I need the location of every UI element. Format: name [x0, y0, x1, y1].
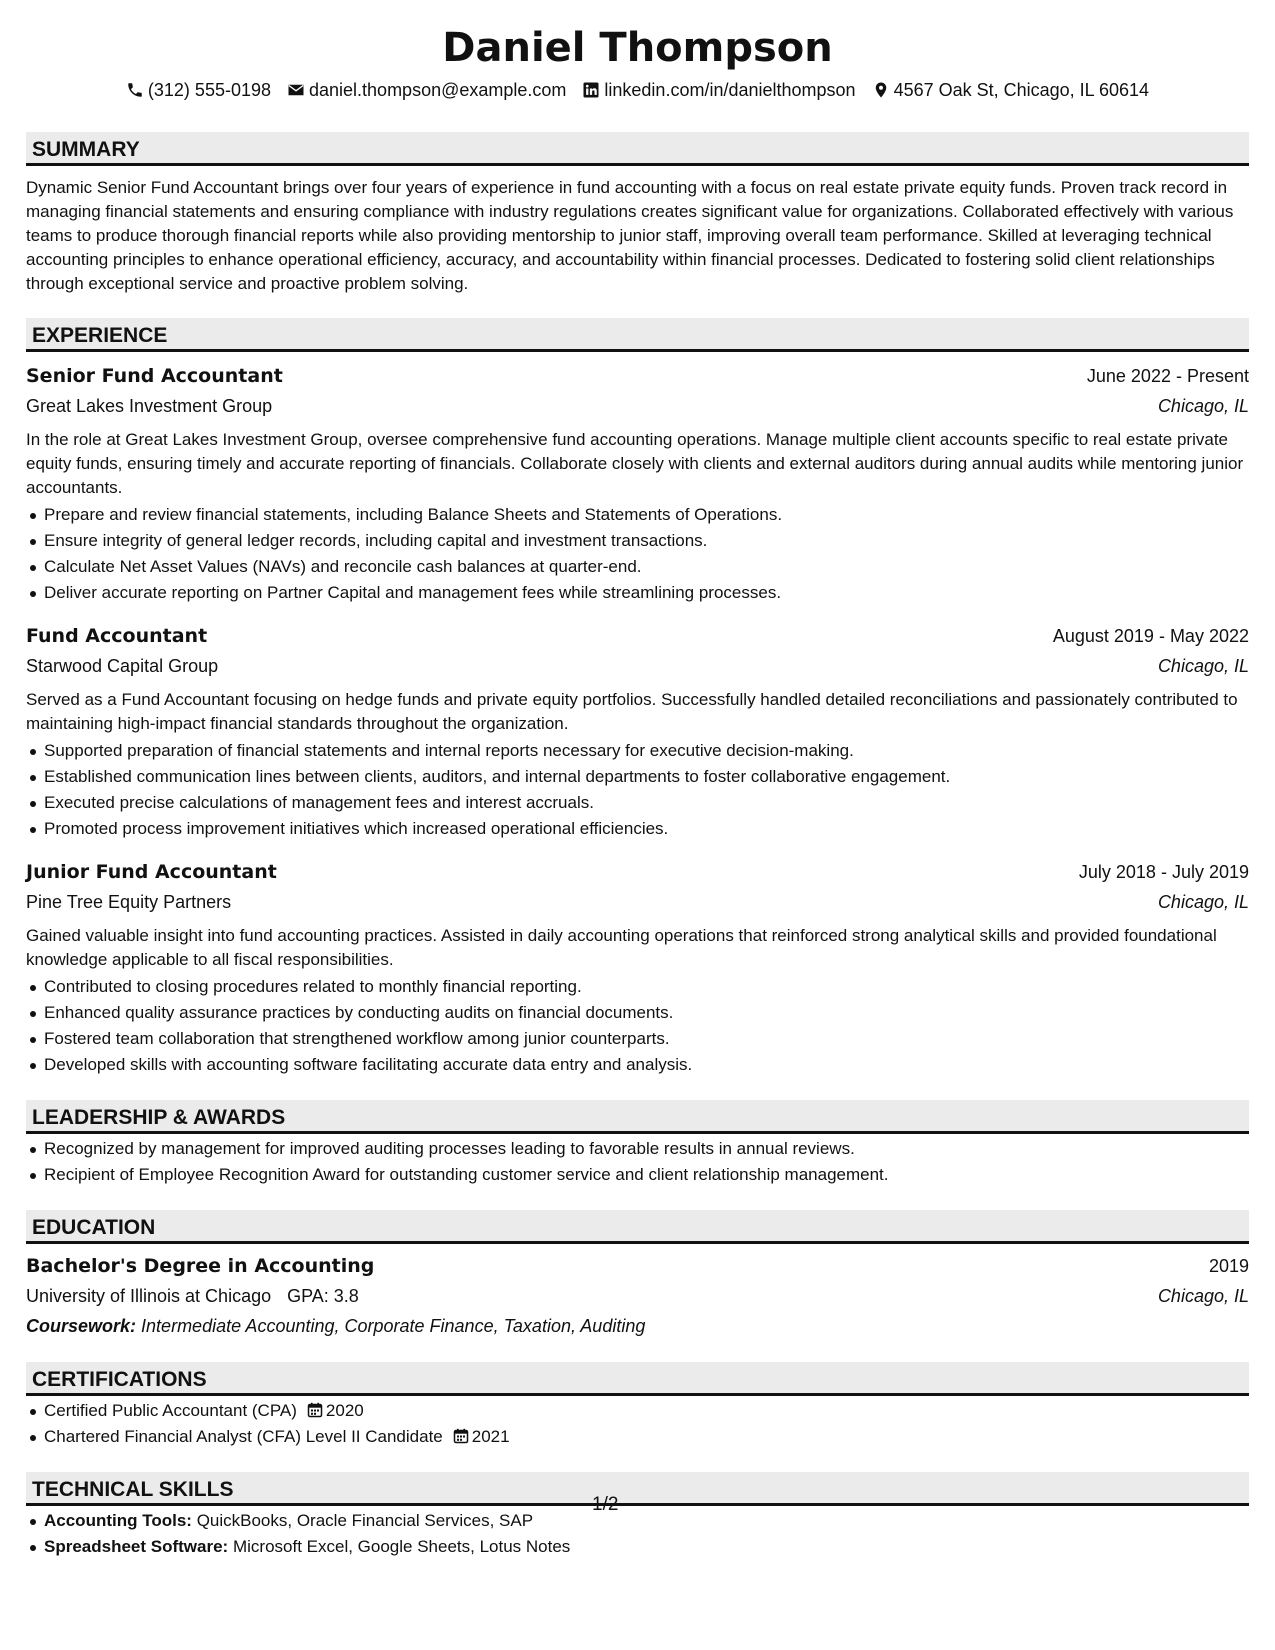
list-item: Fostered team collaboration that strengthened workflow among junior counterparts. [26, 1026, 1249, 1052]
list-item [26, 1398, 1249, 1424]
job-description: Served as a Fund Accountant focusing on hedge funds and private equity portfolios. Successfully handled detailed reconciliations and passionately contributed to maintaining high-impact financial standards throughout the organization. [26, 690, 1238, 733]
list-item: Enhanced quality assurance practices by conducting audits on financial documents. [26, 1000, 1249, 1026]
education-heading: EDUCATION [26, 1210, 1249, 1244]
graduation-year: 2019 [1208, 1256, 1249, 1276]
page-number: 1/2 [592, 1494, 619, 1515]
contact-row [26, 78, 1249, 102]
list-item: Deliver accurate reporting on Partner Capital and management fees while streamlining processes. [26, 580, 1249, 606]
job-bullets [26, 502, 1249, 606]
map-pin-icon [872, 81, 890, 99]
job-bullets [26, 738, 1249, 842]
list-item [26, 1534, 1249, 1560]
certification-year: 2021 [471, 1427, 510, 1446]
coursework-label: Coursework: [26, 1316, 137, 1336]
summary-heading: SUMMARY [26, 132, 1249, 166]
job-bullets [26, 974, 1249, 1078]
contact-address [872, 78, 1150, 102]
list-item: Promoted process improvement initiatives which increased operational efficiencies. [26, 816, 1249, 842]
list-item: Established communication lines between clients, auditors, and internal departments to foster collaborative engagement. [26, 764, 1249, 790]
list-item: Calculate Net Asset Values (NAVs) and reconcile cash balances at quarter-end. [26, 554, 1249, 580]
list-item [26, 1508, 1249, 1534]
phone-text: (312) 555-0198 [147, 80, 271, 100]
job-company: Pine Tree Equity Partners [26, 892, 232, 912]
job-company: Great Lakes Investment Group [26, 396, 273, 416]
skill-value: QuickBooks, Oracle Financial Services, SAP [196, 1511, 534, 1530]
skills-heading: TECHNICAL SKILLS [26, 1472, 1249, 1506]
job-company: Starwood Capital Group [26, 656, 219, 676]
job-title: Junior Fund Accountant [26, 861, 277, 883]
job-location: Chicago, IL [1157, 892, 1249, 912]
job-description: Gained valuable insight into fund accounting practices. Assisted in daily accounting operations that reinforced strong analytical skills and provided foundational knowledge applicable to all fiscal responsibilities. [26, 926, 1217, 969]
email-text: daniel.thompson@example.com [309, 80, 567, 100]
list-item: Recognized by management for improved auditing processes leading to favorable results in annual reviews. [26, 1136, 1249, 1162]
calendar-icon [307, 1402, 323, 1418]
calendar-icon [453, 1428, 469, 1444]
school-location: Chicago, IL [1157, 1286, 1249, 1306]
address-text: 4567 Oak St, Chicago, IL 60614 [893, 80, 1150, 100]
skill-value: Microsoft Excel, Google Sheets, Lotus Notes [232, 1537, 571, 1556]
job-dates: June 2022 - Present [1086, 366, 1249, 386]
job-location: Chicago, IL [1157, 656, 1249, 676]
leadership-list [26, 1136, 1249, 1188]
job-dates: August 2019 - May 2022 [1052, 626, 1249, 646]
job-entry [26, 362, 1249, 606]
coursework-line [26, 1312, 1249, 1340]
gpa-text: GPA: 3.8 [287, 1286, 359, 1306]
job-location: Chicago, IL [1157, 396, 1249, 416]
education-entry [26, 1252, 1249, 1340]
list-item: Supported preparation of financial statements and internal reports necessary for executive decision-making. [26, 738, 1249, 764]
degree-title: Bachelor's Degree in Accounting [26, 1255, 375, 1277]
experience-heading: EXPERIENCE [26, 318, 1249, 352]
school-name: University of Illinois at Chicago [26, 1286, 272, 1306]
contact-linkedin[interactable] [582, 78, 855, 102]
list-item: Ensure integrity of general ledger records, including capital and investment transactions. [26, 528, 1249, 554]
phone-icon [126, 81, 144, 99]
linkedin-icon [582, 81, 600, 99]
job-title: Fund Accountant [26, 625, 208, 647]
certifications-list [26, 1398, 1249, 1450]
school-line [26, 1282, 359, 1310]
candidate-name: Daniel Thompson [442, 25, 833, 71]
list-item [26, 1424, 1249, 1450]
job-description: In the role at Great Lakes Investment Group, oversee comprehensive fund accounting operations. Manage multiple client accounts specific to real estate private equity funds, ensuring timely and accurate reporting of financials. Collaborate closely with clients and external auditors during annual audits while mentoring junior accountants. [26, 430, 1244, 497]
leadership-heading: LEADERSHIP & AWARDS [26, 1100, 1249, 1134]
certification-name: Chartered Financial Analyst (CFA) Level II Candidate [44, 1427, 443, 1446]
list-item: Contributed to closing procedures related to monthly financial reporting. [26, 974, 1249, 1000]
skill-label: Spreadsheet Software: [44, 1537, 229, 1556]
list-item: Prepare and review financial statements, including Balance Sheets and Statements of Operations. [26, 502, 1249, 528]
skills-list [26, 1508, 1249, 1560]
certifications-heading: CERTIFICATIONS [26, 1362, 1249, 1396]
list-item: Developed skills with accounting software facilitating accurate data entry and analysis. [26, 1052, 1249, 1078]
job-entry [26, 858, 1249, 1078]
linkedin-text: linkedin.com/in/danielthompson [604, 80, 856, 100]
job-title: Senior Fund Accountant [26, 365, 283, 387]
list-item: Recipient of Employee Recognition Award for outstanding customer service and client relationship management. [26, 1162, 1249, 1188]
certification-year: 2020 [325, 1401, 364, 1420]
job-dates: July 2018 - July 2019 [1078, 862, 1249, 882]
envelope-icon [287, 81, 305, 99]
list-item: Executed precise calculations of management fees and interest accruals. [26, 790, 1249, 816]
contact-email[interactable] [287, 78, 566, 102]
job-entry [26, 622, 1249, 842]
skill-label: Accounting Tools: [44, 1511, 192, 1530]
contact-phone [126, 78, 271, 102]
summary-text: Dynamic Senior Fund Accountant brings over four years of experience in fund accounting with a focus on real estate private equity funds. Proven track record in managing financial statements and ensuring compliance with industry regulations creates significant value for organizations. Collaborated effectively with various teams to produce thorough financial reports while also providing mentorship to junior staff, improving overall team performance. Skilled at leveraging technical accounting principles to enhance operational efficiency, accuracy, and accountability within financial processes. Dedicated to fostering solid client relationships through exceptional service and proactive problem solving. [26, 178, 1234, 293]
coursework-list: Intermediate Accounting, Corporate Finance, Taxation, Auditing [141, 1316, 646, 1336]
certification-name: Certified Public Accountant (CPA) [44, 1401, 297, 1420]
